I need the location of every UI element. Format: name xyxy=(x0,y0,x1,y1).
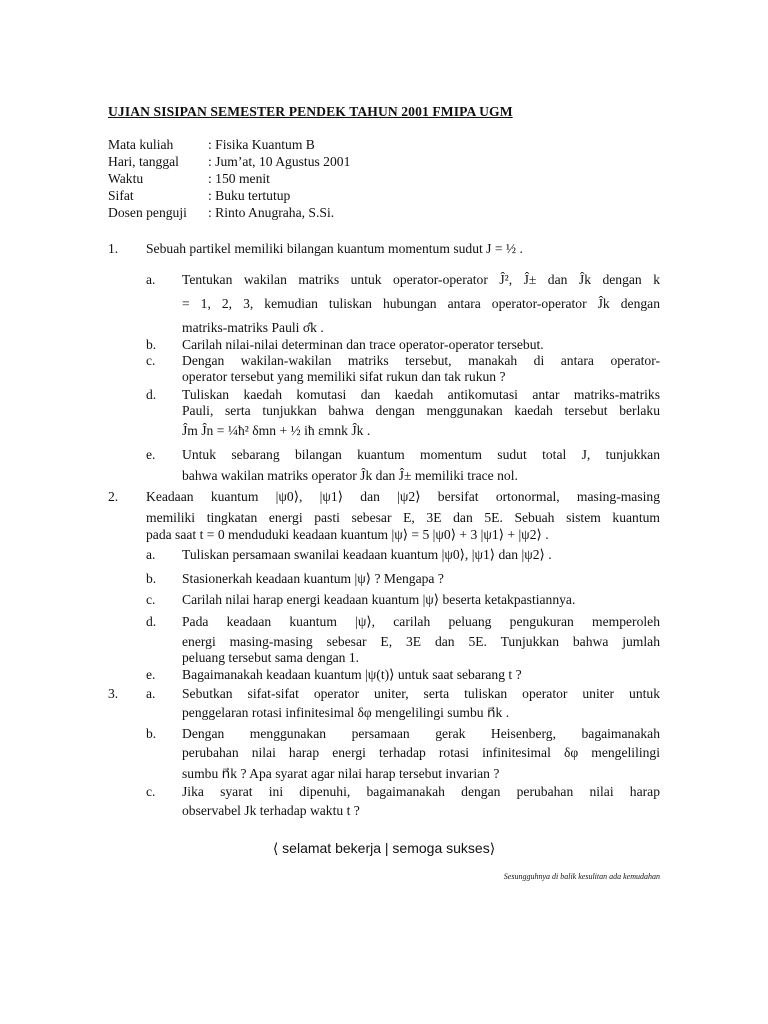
sub-text-line: Carilah nilai harap energi keadaan kuantum |ψ⟩ beserta ketakpastiannya. xyxy=(182,592,576,607)
sub-letter: d. xyxy=(146,614,157,629)
info-row-nature xyxy=(108,188,668,205)
sub-text-line: perubahan nilai harap energi terhadap rotasi infinitesimal δφ mengelilingi xyxy=(182,745,660,760)
sub-text-line: Tuliskan kaedah komutasi dan kaedah antikomutasi antar matriks-matriks xyxy=(182,387,660,402)
question-stem-line: Keadaan kuantum |ψ0⟩, |ψ1⟩ dan |ψ2⟩ bersifat ortonormal, masing-masing xyxy=(146,489,660,504)
sub-letter: c. xyxy=(146,784,156,799)
sub-text-line: Carilah nilai-nilai determinan dan trace operator-operator tersebut. xyxy=(182,337,544,352)
sub-letter: a. xyxy=(146,547,156,562)
formula-line: Ĵm Ĵn = ¼ħ² δmn + ½ iħ εmnk Ĵk . xyxy=(182,423,371,438)
question-stem-line: memiliki tingkatan energi pasti sebesar E, 3E dan 5E. Sebuah sistem kuantum xyxy=(146,510,660,525)
sub-letter: c. xyxy=(146,353,156,368)
sub-letter: b. xyxy=(146,571,157,586)
sub-text-line: Pada keadaan kuantum |ψ⟩, carilah peluang pengukuran memperoleh xyxy=(182,614,660,629)
question-number: 3. xyxy=(108,686,119,701)
sub-letter: e. xyxy=(146,667,156,682)
info-label: Mata kuliah xyxy=(108,137,174,152)
sub-text-line: Sebutkan sifat-sifat operator uniter, serta tuliskan operator uniter untuk xyxy=(182,686,660,701)
sub-text-line: Stasionerkah keadaan kuantum |ψ⟩ ? Mengapa ? xyxy=(182,571,444,586)
motto: Sesungguhnya di balik kesulitan ada kemudahan xyxy=(503,872,660,881)
sub-letter: b. xyxy=(146,726,157,741)
info-row-duration xyxy=(108,171,668,188)
info-value: : 150 menit xyxy=(208,171,270,186)
sub-text-line: Jika syarat ini dipenuhi, bagaimanakah dengan perubahan nilai harap xyxy=(182,784,660,799)
sub-letter: d. xyxy=(146,387,157,402)
question-number: 2. xyxy=(108,489,119,504)
info-label: Waktu xyxy=(108,171,144,186)
sub-text-line: = 1, 2, 3, kemudian tuliskan hubungan antara operator-operator Ĵk dengan xyxy=(182,296,660,311)
info-label: Dosen penguji xyxy=(108,205,187,220)
sub-text-line: observabel Jk terhadap waktu t ? xyxy=(182,803,360,818)
exam-title: UJIAN SISIPAN SEMESTER PENDEK TAHUN 2001 FMIPA UGM xyxy=(108,104,513,119)
sub-text-line: energi masing-masing sebesar E, 3E dan 5E. Tunjukkan bahwa jumlah xyxy=(182,634,660,649)
sub-text-line: Dengan menggunakan persamaan gerak Heisenberg, bagaimanakah xyxy=(182,726,660,741)
info-value: : Rinto Anugraha, S.Si. xyxy=(208,205,335,220)
sub-letter: a. xyxy=(146,686,156,701)
exam-info-block xyxy=(108,137,668,222)
question-stem: Sebuah partikel memiliki bilangan kuantum momentum sudut J = ½ . xyxy=(146,241,523,256)
info-row-date xyxy=(108,154,668,171)
sub-text-line: bahwa wakilan matriks operator Ĵk dan Ĵ± memiliki trace nol. xyxy=(182,468,518,483)
info-value: : Fisika Kuantum B xyxy=(208,137,315,152)
sub-letter: a. xyxy=(146,272,156,287)
info-value: : Buku tertutup xyxy=(208,188,291,203)
sub-text-line: Tuliskan persamaan swanilai keadaan kuantum |ψ0⟩, |ψ1⟩ dan |ψ2⟩ . xyxy=(182,547,552,562)
sub-text-line: Bagaimanakah keadaan kuantum |ψ(t)⟩ untuk saat sebarang t ? xyxy=(182,667,522,682)
sub-text-line: Untuk sebarang bilangan kuantum momentum sudut total J, tunjukkan xyxy=(182,447,660,462)
info-label: Hari, tanggal xyxy=(108,154,179,169)
sub-letter: e. xyxy=(146,447,156,462)
sub-text-line: penggelaran rotasi infinitesimal δφ mengelilingi sumbu n⃗k . xyxy=(182,705,510,720)
sub-text-line: Dengan wakilan-wakilan matriks tersebut, manakah di antara operator- xyxy=(182,353,660,368)
sub-text-line: sumbu n⃗k ? Apa syarat agar nilai harap tersebut invarian ? xyxy=(182,766,500,781)
closing-message: ⟨ selamat bekerja | semoga sukses⟩ xyxy=(272,840,496,856)
info-label: Sifat xyxy=(108,188,134,203)
info-row-examiner xyxy=(108,205,668,222)
sub-text-line: Tentukan wakilan matriks untuk operator-operator Ĵ², Ĵ± dan Ĵk dengan k xyxy=(182,272,660,287)
question-number: 1. xyxy=(108,241,119,256)
info-value: : Jum’at, 10 Agustus 2001 xyxy=(208,154,351,169)
sub-text-line: peluang tersebut sama dengan 1. xyxy=(182,650,360,665)
sub-letter: b. xyxy=(146,337,157,352)
info-row-course xyxy=(108,137,668,154)
sub-letter: c. xyxy=(146,592,156,607)
question-2 xyxy=(108,489,660,543)
question-stem-line: pada saat t = 0 menduduki keadaan kuantum |ψ⟩ = 5 |ψ0⟩ + 3 |ψ1⟩ + |ψ2⟩ . xyxy=(146,527,549,542)
sub-text-line: operator tersebut yang memiliki sifat rukun dan tak rukun ? xyxy=(182,369,506,384)
sub-text-line: Pauli, serta tunjukkan bahwa dengan menggunakan kaedah tersebut berlaku xyxy=(182,403,660,418)
sub-text-line: matriks-matriks Pauli σ̂k . xyxy=(182,320,324,335)
